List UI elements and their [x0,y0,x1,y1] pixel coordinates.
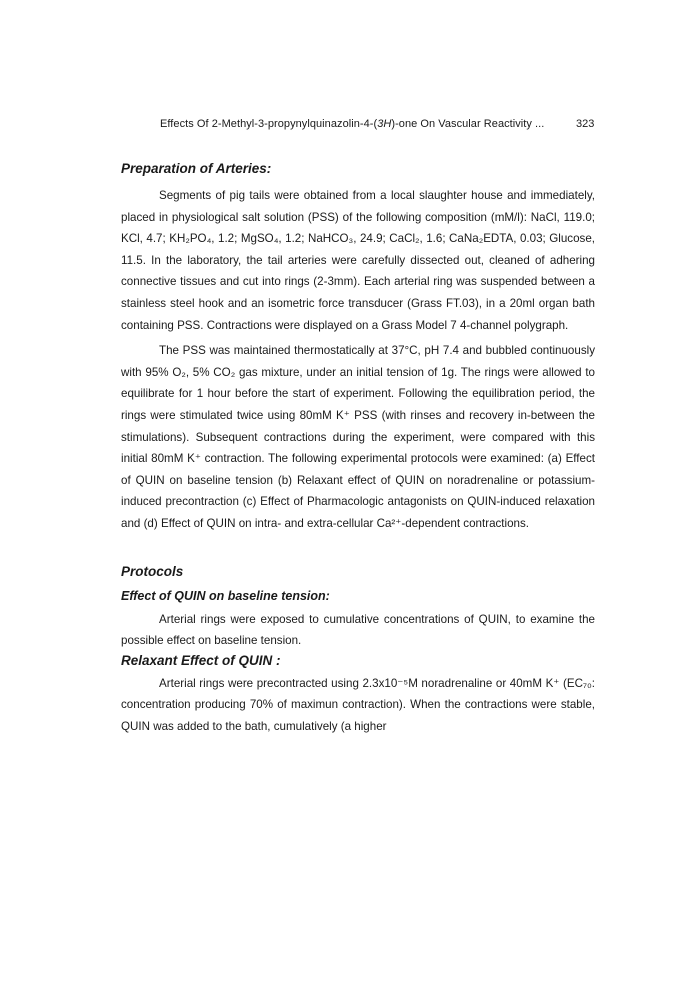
subheading-relaxant-effect: Relaxant Effect of QUIN : [121,652,281,668]
running-title-part: Effects Of 2-Methyl-3-propynylquinazolin-4-( [160,118,378,130]
running-title [160,118,544,130]
subheading-baseline-tension: Effect of QUIN on baseline tension: [121,588,330,603]
paragraph-baseline-tension: Arterial rings were exposed to cumulative concentrations of QUIN, to examine the possible effect on baseline tension. [121,612,595,648]
page-number: 323 [576,118,595,130]
paragraph-relaxant-effect: Arterial rings were precontracted using 2.3x10⁻⁵M noradrenaline or 40mM K⁺ (EC₇₀: concentration producing 70% of maximun contraction). When the contractions were stable, QUIN was added to the bath, cumulatively (a higher [121,676,595,733]
paragraph-preparation-2: The PSS was maintained thermostatically at 37°C, pH 7.4 and bubbled continuously with 95% O₂, 5% CO₂ gas mixture, under an initial tension of 1g. The rings were allowed to equilibrate for 1 hour before the start of experiment. Following the equilibration period, the rings were stimulated twice using 80mM K⁺ PSS (with rinses and recovery in-between the stimulations). Subsequent contractions during the experiment, were compared with this initial 80mM K⁺ contraction. The following experimental protocols were examined: (a) Effect of QUIN on baseline tension (b) Relaxant effect of QUIN on noradrenaline or potassium-induced precontraction (c) Effect of Pharmacologic antagonists on QUIN-induced relaxation and (d) Effect of QUIN on intra- and extra-cellular Ca²⁺-dependent contractions. [121,344,595,530]
running-title-italic: 3H [377,118,392,130]
main-content [121,160,595,737]
running-header [160,118,600,130]
running-title-part: )-one On Vascular Reactivity ... [391,118,545,130]
paragraph-preparation-1: Segments of pig tails were obtained from a local slaughter house and immediately, placed in physiological salt solution (PSS) of the following composition (mM/l): NaCl, 119.0; KCl, 4.7; KH₂PO₄, 1.2; MgSO₄, 1.2; NaHCO₃, 24.9; CaCl₂, 1.6; CaNa₂EDTA, 0.03; Glucose, 11.5. In the laboratory, the tail arteries were carefully dissected out, cleaned of adhering connective tissues and cut into rings (2-3mm). Each arterial ring was suspended between a stainless steel hook and an isometric force transducer (Grass FT.03), in a 20ml organ bath containing PSS. Contractions were displayed on a Grass Model 7 4-channel polygraph. [121,189,595,332]
section-heading-preparation: Preparation of Arteries: [121,161,272,176]
section-heading-protocols: Protocols [121,563,184,579]
